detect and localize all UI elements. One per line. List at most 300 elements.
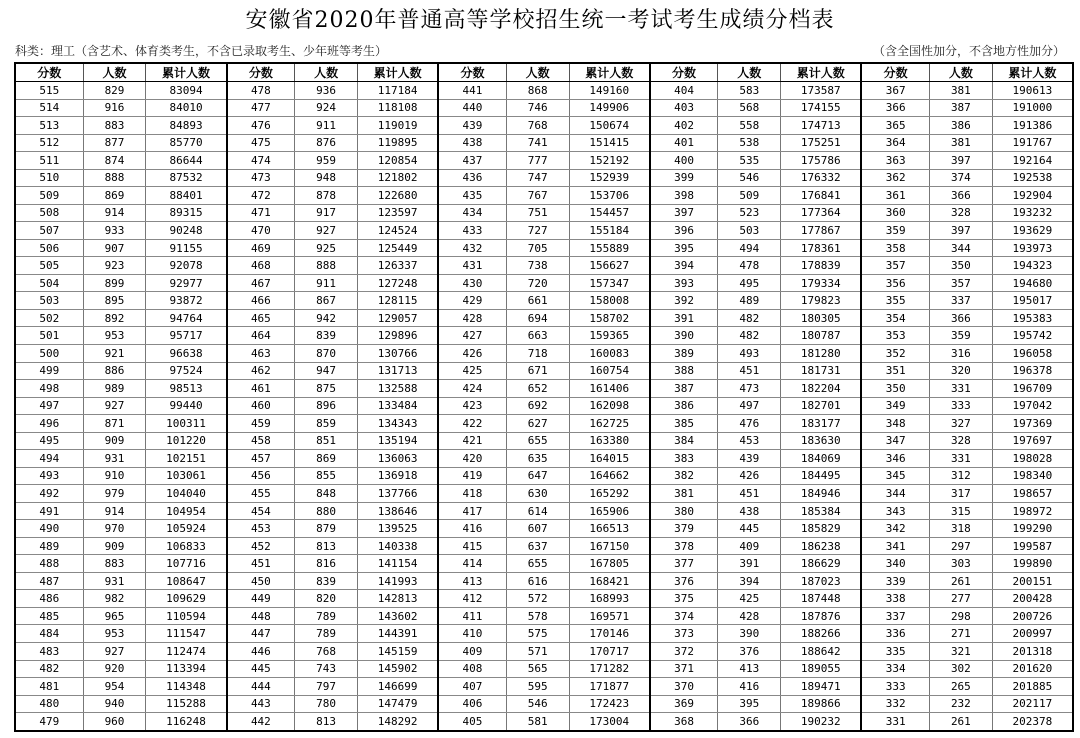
cumulative-cell: 153706 <box>569 187 649 205</box>
count-cell: 451 <box>718 362 781 380</box>
table-row <box>228 187 438 205</box>
count-cell: 366 <box>929 187 992 205</box>
score-cell: 387 <box>651 380 718 398</box>
cumulative-cell: 125449 <box>358 239 438 257</box>
count-cell: 316 <box>929 344 992 362</box>
table-row <box>651 309 861 327</box>
cumulative-cell: 183630 <box>781 432 861 450</box>
score-cell: 440 <box>439 99 506 117</box>
cumulative-cell: 192904 <box>992 187 1072 205</box>
count-cell: 328 <box>929 204 992 222</box>
score-cell: 488 <box>16 555 83 573</box>
table-row <box>651 485 861 503</box>
count-cell: 870 <box>295 344 358 362</box>
score-cell: 465 <box>228 309 295 327</box>
score-cell: 394 <box>651 257 718 275</box>
table-row <box>862 537 1072 555</box>
cumulative-cell: 180305 <box>781 309 861 327</box>
score-cell: 347 <box>862 432 929 450</box>
count-cell: 390 <box>718 625 781 643</box>
table-row <box>862 485 1072 503</box>
table-row <box>228 450 438 468</box>
table-row <box>228 257 438 275</box>
cumulative-cell: 115288 <box>146 695 226 713</box>
count-cell: 909 <box>83 432 146 450</box>
count-cell: 869 <box>295 450 358 468</box>
table-row <box>651 695 861 713</box>
cumulative-cell: 191767 <box>992 134 1072 152</box>
table-row <box>16 695 226 713</box>
table-row <box>439 485 649 503</box>
table-row <box>228 485 438 503</box>
cumulative-cell: 184495 <box>781 467 861 485</box>
count-cell: 581 <box>506 713 569 730</box>
score-cell: 476 <box>228 117 295 135</box>
score-cell: 508 <box>16 204 83 222</box>
table-row <box>439 82 649 100</box>
table-row <box>439 257 649 275</box>
table-row <box>16 204 226 222</box>
cumulative-cell: 136063 <box>358 450 438 468</box>
cumulative-cell: 123597 <box>358 204 438 222</box>
count-cell: 387 <box>929 99 992 117</box>
cumulative-cell: 122680 <box>358 187 438 205</box>
score-cell: 449 <box>228 590 295 608</box>
score-cell: 466 <box>228 292 295 310</box>
table-row <box>439 695 649 713</box>
cumulative-cell: 202117 <box>992 695 1072 713</box>
cumulative-cell: 185384 <box>781 502 861 520</box>
count-cell: 333 <box>929 397 992 415</box>
score-cell: 381 <box>651 485 718 503</box>
table-row <box>651 99 861 117</box>
cumulative-cell: 96638 <box>146 344 226 362</box>
score-cell: 420 <box>439 450 506 468</box>
count-cell: 694 <box>506 309 569 327</box>
table-row <box>16 327 226 345</box>
count-cell: 910 <box>83 467 146 485</box>
count-cell: 655 <box>506 555 569 573</box>
cumulative-cell: 107716 <box>146 555 226 573</box>
table-row <box>651 643 861 661</box>
score-cell: 442 <box>228 713 295 730</box>
count-cell: 892 <box>83 309 146 327</box>
cumulative-cell: 86644 <box>146 152 226 170</box>
count-cell: 453 <box>718 432 781 450</box>
cumulative-cell: 197697 <box>992 432 1072 450</box>
score-cell: 402 <box>651 117 718 135</box>
cumulative-cell: 152192 <box>569 152 649 170</box>
score-header: 分数 <box>651 64 718 82</box>
cumulative-cell: 200997 <box>992 625 1072 643</box>
cumulative-cell: 199290 <box>992 520 1072 538</box>
cumulative-cell: 121802 <box>358 169 438 187</box>
table-row <box>862 239 1072 257</box>
count-cell: 979 <box>83 485 146 503</box>
score-cell: 403 <box>651 99 718 117</box>
cumulative-cell: 163380 <box>569 432 649 450</box>
cumulative-cell: 175251 <box>781 134 861 152</box>
cumulative-cell: 164662 <box>569 467 649 485</box>
score-cell: 377 <box>651 555 718 573</box>
cumulative-cell: 129057 <box>358 309 438 327</box>
table-row <box>862 415 1072 433</box>
table-row <box>16 239 226 257</box>
table-row <box>862 257 1072 275</box>
count-cell: 982 <box>83 590 146 608</box>
cumulative-cell: 171282 <box>569 660 649 678</box>
table-row <box>439 292 649 310</box>
count-cell: 535 <box>718 152 781 170</box>
block-table <box>439 64 649 730</box>
table-row <box>228 607 438 625</box>
table-row <box>228 572 438 590</box>
table-row <box>228 432 438 450</box>
count-cell: 911 <box>295 117 358 135</box>
count-cell: 953 <box>83 327 146 345</box>
table-row <box>16 485 226 503</box>
count-cell: 317 <box>929 485 992 503</box>
score-cell: 361 <box>862 187 929 205</box>
cumulative-cell: 182701 <box>781 397 861 415</box>
cumulative-cell: 110594 <box>146 607 226 625</box>
score-cell: 451 <box>228 555 295 573</box>
table-row <box>16 99 226 117</box>
table-block <box>228 64 440 730</box>
score-cell: 431 <box>439 257 506 275</box>
score-cell: 475 <box>228 134 295 152</box>
count-cell: 868 <box>506 82 569 100</box>
score-cell: 367 <box>862 82 929 100</box>
cumulative-cell: 158008 <box>569 292 649 310</box>
header-row <box>228 64 438 82</box>
table-row <box>228 117 438 135</box>
cumulative-cell: 192538 <box>992 169 1072 187</box>
count-cell: 298 <box>929 607 992 625</box>
count-cell: 297 <box>929 537 992 555</box>
count-cell: 883 <box>83 117 146 135</box>
table-row <box>16 309 226 327</box>
table-row <box>651 257 861 275</box>
count-cell: 627 <box>506 415 569 433</box>
count-cell: 780 <box>295 695 358 713</box>
score-cell: 452 <box>228 537 295 555</box>
table-row <box>862 555 1072 573</box>
table-row <box>862 204 1072 222</box>
count-cell: 303 <box>929 555 992 573</box>
table-row <box>439 625 649 643</box>
count-cell: 489 <box>718 292 781 310</box>
table-row <box>862 572 1072 590</box>
cumulative-cell: 187448 <box>781 590 861 608</box>
table-row <box>862 432 1072 450</box>
count-cell: 482 <box>718 327 781 345</box>
subtitle-row <box>15 42 1065 60</box>
count-cell: 720 <box>506 274 569 292</box>
table-row <box>228 695 438 713</box>
count-cell: 878 <box>295 187 358 205</box>
table-row <box>439 309 649 327</box>
score-cell: 346 <box>862 450 929 468</box>
table-row <box>439 537 649 555</box>
count-cell: 959 <box>295 152 358 170</box>
table-row <box>228 397 438 415</box>
table-row <box>862 292 1072 310</box>
count-cell: 331 <box>929 380 992 398</box>
cumulative-cell: 201620 <box>992 660 1072 678</box>
cumulative-cell: 97524 <box>146 362 226 380</box>
score-cell: 435 <box>439 187 506 205</box>
score-cell: 355 <box>862 292 929 310</box>
count-cell: 445 <box>718 520 781 538</box>
cumulative-cell: 146699 <box>358 678 438 696</box>
cumulative-cell: 95717 <box>146 327 226 345</box>
count-cell: 727 <box>506 222 569 240</box>
cumulative-cell: 99440 <box>146 397 226 415</box>
cumulative-cell: 168993 <box>569 590 649 608</box>
count-cell: 509 <box>718 187 781 205</box>
table-row <box>439 450 649 468</box>
count-cell: 970 <box>83 520 146 538</box>
count-cell: 965 <box>83 607 146 625</box>
count-cell: 595 <box>506 678 569 696</box>
count-cell: 607 <box>506 520 569 538</box>
cumulative-cell: 145159 <box>358 643 438 661</box>
table-row <box>651 713 861 730</box>
score-cell: 469 <box>228 239 295 257</box>
cumulative-cell: 138646 <box>358 502 438 520</box>
count-cell: 876 <box>295 134 358 152</box>
count-cell: 302 <box>929 660 992 678</box>
cumulative-cell: 144391 <box>358 625 438 643</box>
count-cell: 936 <box>295 82 358 100</box>
cumulative-cell: 102151 <box>146 450 226 468</box>
count-cell: 875 <box>295 380 358 398</box>
cumulative-cell: 174155 <box>781 99 861 117</box>
score-cell: 430 <box>439 274 506 292</box>
count-cell: 877 <box>83 134 146 152</box>
cumulative-cell: 149160 <box>569 82 649 100</box>
table-block <box>439 64 651 730</box>
cumulative-cell: 183177 <box>781 415 861 433</box>
cumulative-cell: 106833 <box>146 537 226 555</box>
cumulative-cell: 151415 <box>569 134 649 152</box>
table-row <box>651 187 861 205</box>
score-cell: 472 <box>228 187 295 205</box>
table-row <box>228 502 438 520</box>
score-cell: 497 <box>16 397 83 415</box>
score-cell: 363 <box>862 152 929 170</box>
score-cell: 354 <box>862 309 929 327</box>
score-header: 分数 <box>16 64 83 82</box>
table-row <box>228 82 438 100</box>
table-row <box>439 590 649 608</box>
cumulative-cell: 184946 <box>781 485 861 503</box>
score-cell: 513 <box>16 117 83 135</box>
count-cell: 261 <box>929 713 992 730</box>
cumulative-cell: 201318 <box>992 643 1072 661</box>
table-row <box>228 134 438 152</box>
cumulative-cell: 189055 <box>781 660 861 678</box>
count-cell: 473 <box>718 380 781 398</box>
count-cell: 888 <box>295 257 358 275</box>
count-cell: 871 <box>83 415 146 433</box>
cumulative-cell: 191386 <box>992 117 1072 135</box>
table-row <box>16 222 226 240</box>
table-row <box>651 590 861 608</box>
cumulative-cell: 165292 <box>569 485 649 503</box>
table-row <box>439 117 649 135</box>
cumulative-cell: 190232 <box>800 715 841 729</box>
count-cell: 366 <box>718 713 781 730</box>
table-row <box>651 502 861 520</box>
count-cell: 318 <box>929 520 992 538</box>
count-cell: 768 <box>295 643 358 661</box>
cumulative-cell: 126337 <box>358 257 438 275</box>
cumulative-cell: 84010 <box>146 99 226 117</box>
cumulative-cell: 91155 <box>146 239 226 257</box>
cumulative-cell: 198972 <box>992 502 1072 520</box>
score-cell: 392 <box>651 292 718 310</box>
cumulative-cell: 119895 <box>358 134 438 152</box>
count-cell: 583 <box>718 82 781 100</box>
cumulative-cell: 141993 <box>358 572 438 590</box>
cumulative-cell: 112474 <box>146 643 226 661</box>
cumulative-cell: 134343 <box>358 415 438 433</box>
score-cell: 331 <box>862 713 929 730</box>
count-cell: 572 <box>506 590 569 608</box>
score-cell: 498 <box>16 380 83 398</box>
cumulative-cell: 167150 <box>569 537 649 555</box>
count-cell: 337 <box>929 292 992 310</box>
cumulative-cell: 194680 <box>992 274 1072 292</box>
cumulative-cell: 148292 <box>377 715 418 729</box>
count-cell: 927 <box>83 643 146 661</box>
score-cell: 334 <box>862 660 929 678</box>
score-cell: 411 <box>439 607 506 625</box>
cumulative-cell: 201885 <box>992 678 1072 696</box>
table-row <box>651 169 861 187</box>
score-cell: 335 <box>862 643 929 661</box>
count-cell: 738 <box>506 257 569 275</box>
cumulative-cell: 139525 <box>358 520 438 538</box>
score-cell: 358 <box>862 239 929 257</box>
table-row <box>16 380 226 398</box>
table-row <box>16 415 226 433</box>
cumulative-cell: 100311 <box>146 415 226 433</box>
cumulative-cell: 155184 <box>569 222 649 240</box>
table-row <box>228 678 438 696</box>
score-cell: 393 <box>651 274 718 292</box>
score-cell: 453 <box>228 520 295 538</box>
count-cell: 271 <box>929 625 992 643</box>
table-row <box>16 713 226 730</box>
score-cell: 501 <box>16 327 83 345</box>
table-row <box>439 134 649 152</box>
count-cell: 328 <box>929 432 992 450</box>
score-cell: 515 <box>16 82 83 100</box>
score-cell: 495 <box>16 432 83 450</box>
cumulative-cell: 174713 <box>781 117 861 135</box>
score-cell: 398 <box>651 187 718 205</box>
score-cell: 509 <box>16 187 83 205</box>
page-title: 安徽省2020年普通高等学校招生统一考试考生成绩分档表 <box>245 8 835 33</box>
count-cell: 789 <box>295 607 358 625</box>
cumulative-cell: 162725 <box>569 415 649 433</box>
score-cell: 447 <box>228 625 295 643</box>
cumulative-cell: 199587 <box>992 537 1072 555</box>
count-cell: 663 <box>506 327 569 345</box>
count-cell: 942 <box>295 309 358 327</box>
header-row <box>862 64 1072 82</box>
cumulative-cell: 189471 <box>781 678 861 696</box>
score-cell: 448 <box>228 607 295 625</box>
score-cell: 463 <box>228 344 295 362</box>
count-cell: 476 <box>718 415 781 433</box>
table-row <box>651 134 861 152</box>
cumulative-cell: 173587 <box>781 82 861 100</box>
score-cell: 493 <box>16 467 83 485</box>
count-cell: 350 <box>929 257 992 275</box>
cumulative-cell: 89315 <box>146 204 226 222</box>
cumulative-cell: 188642 <box>781 643 861 661</box>
table-row <box>862 695 1072 713</box>
score-cell: 514 <box>16 99 83 117</box>
score-cell: 477 <box>228 99 295 117</box>
score-cell: 432 <box>439 239 506 257</box>
score-cell: 371 <box>651 660 718 678</box>
cumulative-cell: 145902 <box>358 660 438 678</box>
count-cell: 867 <box>295 292 358 310</box>
block-table <box>651 64 861 730</box>
table-row <box>651 239 861 257</box>
count-cell: 895 <box>83 292 146 310</box>
score-header: 分数 <box>228 64 295 82</box>
table-row <box>228 327 438 345</box>
count-cell: 947 <box>295 362 358 380</box>
score-distribution-table <box>14 62 1074 732</box>
score-cell: 365 <box>862 117 929 135</box>
score-cell: 424 <box>439 380 506 398</box>
table-row <box>862 467 1072 485</box>
table-row <box>439 327 649 345</box>
table-row <box>228 169 438 187</box>
table-block <box>862 64 1072 730</box>
cumulative-cell: 190613 <box>992 82 1072 100</box>
table-row <box>862 327 1072 345</box>
table-row <box>228 204 438 222</box>
score-cell: 427 <box>439 327 506 345</box>
count-cell: 359 <box>929 327 992 345</box>
cumulative-cell: 162098 <box>569 397 649 415</box>
cumulative-cell: 160754 <box>569 362 649 380</box>
score-cell: 337 <box>862 607 929 625</box>
score-cell: 417 <box>439 502 506 520</box>
count-cell: 277 <box>929 590 992 608</box>
score-cell: 336 <box>862 625 929 643</box>
cumulative-cell: 172423 <box>569 695 649 713</box>
count-cell: 655 <box>506 432 569 450</box>
count-header: 人数 <box>506 64 569 82</box>
table-row <box>862 713 1072 730</box>
cumulative-cell: 170146 <box>569 625 649 643</box>
count-cell: 921 <box>83 344 146 362</box>
table-row <box>862 678 1072 696</box>
block-table <box>16 64 226 730</box>
count-cell: 741 <box>506 134 569 152</box>
score-cell: 492 <box>16 485 83 503</box>
table-row <box>228 309 438 327</box>
